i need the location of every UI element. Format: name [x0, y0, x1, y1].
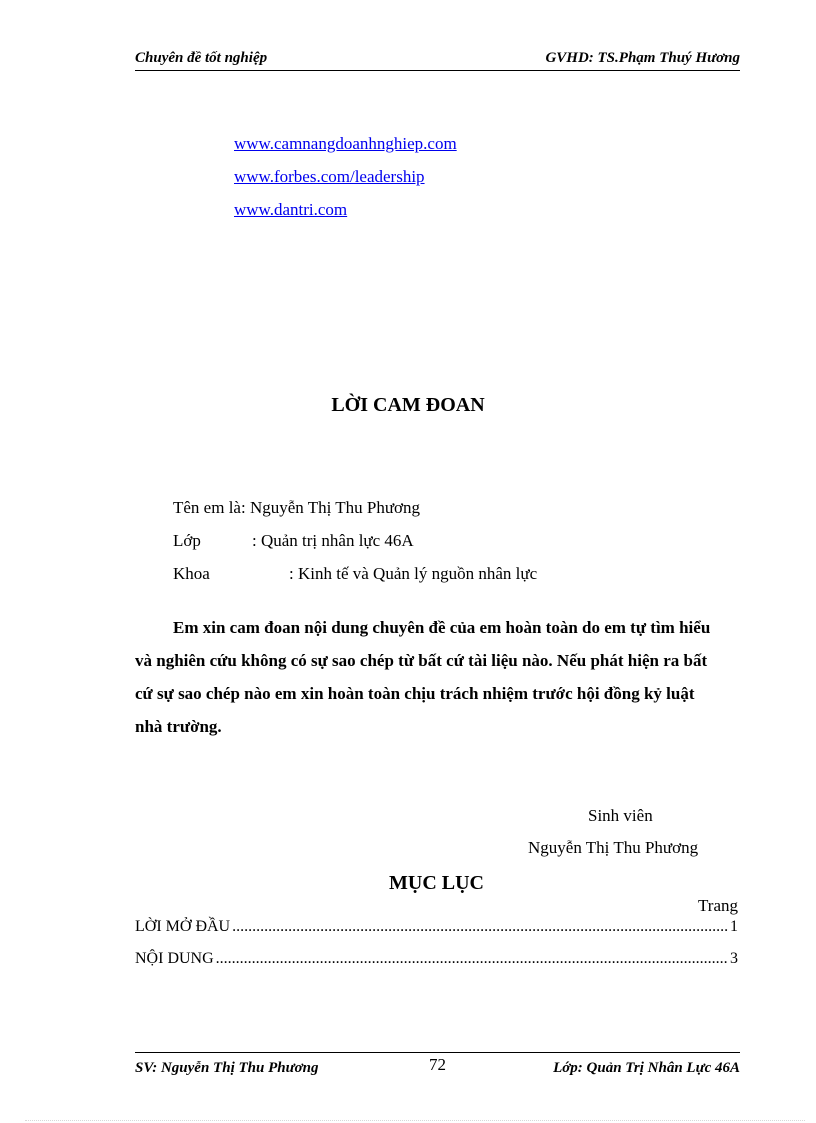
name-label: Tên em là: [173, 498, 241, 517]
info-row-name: [173, 497, 420, 530]
toc-entry[interactable]: [135, 950, 738, 968]
reference-links: [234, 134, 457, 233]
page-header: [135, 48, 740, 71]
header-right-text: GVHD: TS.Phạm Thuý Hương: [545, 50, 740, 66]
faculty-label: Khoa: [173, 564, 210, 583]
class-value: : Quản trị nhân lực 46A: [252, 531, 414, 550]
toc-entry[interactable]: [135, 918, 738, 936]
page-number: 72: [429, 1055, 446, 1074]
faculty-value: : Kinh tế và Quản lý nguồn nhân lực: [289, 564, 538, 583]
toc-title: MỤC LỤC: [389, 872, 484, 894]
link-camnangdoanhnghiep[interactable]: www.camnangdoanhnghiep.com: [234, 134, 457, 153]
link-dantri[interactable]: www.dantri.com: [234, 200, 348, 219]
toc-entry-label: NỘI DUNG: [135, 950, 214, 967]
page-edge-divider: [25, 1120, 805, 1121]
declaration-title: LỜI CAM ĐOAN: [331, 394, 485, 416]
toc-entry-page: 1: [730, 918, 738, 935]
toc-page-header: Trang: [698, 896, 738, 915]
footer-left-text: SV: Nguyễn Thị Thu Phương: [135, 1060, 319, 1076]
class-label: Lớp: [173, 531, 201, 550]
toc-leader-dots: [232, 918, 728, 936]
toc-entry-label: LỜI MỞ ĐẦU: [135, 918, 231, 935]
footer-right-text: Lớp: Quản Trị Nhân Lực 46A: [553, 1060, 740, 1076]
page-footer: [135, 1052, 740, 1083]
toc-entry-page: 3: [730, 950, 738, 967]
info-row-faculty: [173, 563, 538, 596]
student-info: [173, 497, 538, 596]
signature-name: Nguyễn Thị Thu Phương: [528, 838, 699, 857]
declaration-paragraph: Em xin cam đoan nội dung chuyên đề của em hoàn toàn do em tự tìm hiểu và nghiên cứu không có sự sao chép từ bất cứ tài liệu nào. Nếu phát hiện ra bất cứ sự sao chép nào em xin hoàn toàn chịu trách nhiệm trước hội đồng kỷ luật nhà trường.: [135, 618, 711, 736]
info-row-class: [173, 530, 420, 563]
header-left-text: Chuyên đề tốt nghiệp: [135, 50, 268, 66]
signature-role: Sinh viên: [588, 806, 653, 825]
toc-leader-dots: [216, 950, 728, 968]
name-value: : Nguyễn Thị Thu Phương: [240, 498, 421, 517]
link-forbes-leadership[interactable]: www.forbes.com/leadership: [234, 167, 425, 186]
